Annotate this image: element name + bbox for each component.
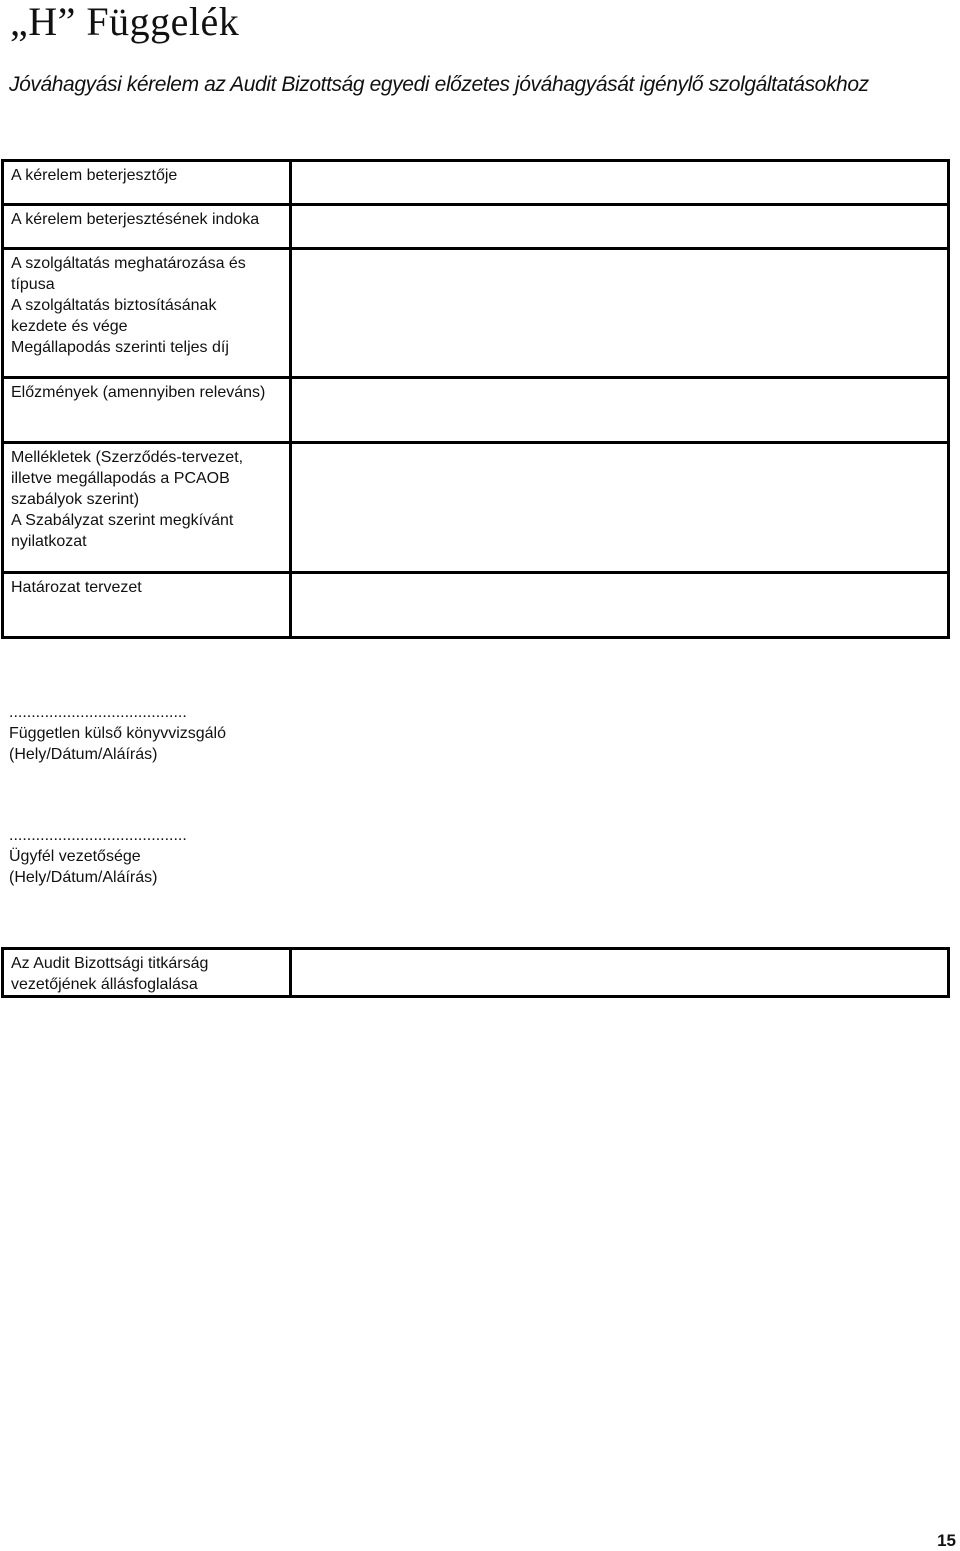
signature-role: Független külső könyvvizsgáló <box>9 725 227 742</box>
table-row <box>3 161 949 205</box>
table-row <box>3 249 949 378</box>
row-label-attachments <box>3 443 291 573</box>
signature-role: Ügyfél vezetősége <box>9 848 141 865</box>
auditor-signature-block <box>9 702 226 765</box>
label-line: vezetőjének állásfoglalása <box>11 976 198 993</box>
label-line: illetve megállapodás a PCAOB <box>11 470 230 487</box>
row-label-background <box>3 378 291 443</box>
row-label-service-details <box>3 249 291 378</box>
appendix-heading: „H” Függelék <box>10 0 240 44</box>
label-line: kezdete és vége <box>11 318 128 335</box>
label-line: Mellékletek (Szerződés-tervezet, <box>11 449 244 466</box>
table-row <box>3 378 949 443</box>
row-label-submitter <box>3 161 291 205</box>
value-cell-reason[interactable] <box>291 205 949 249</box>
value-cell-draft-resolution[interactable] <box>291 573 949 638</box>
secretary-opinion-table <box>1 947 950 998</box>
label-line: Megállapodás szerinti teljes díj <box>11 339 229 356</box>
label-line: A szolgáltatás biztosításának <box>11 297 217 314</box>
table-row <box>3 205 949 249</box>
value-cell-service-details[interactable] <box>291 249 949 378</box>
label-line: A kérelem beterjesztője <box>11 167 178 184</box>
client-management-signature-block <box>9 825 187 888</box>
table-row <box>3 573 949 638</box>
label-line: A kérelem beterjesztésének indoka <box>11 211 260 228</box>
label-line: A Szabályzat szerint megkívánt <box>11 512 234 529</box>
signature-dots: ........................................ <box>9 827 187 844</box>
signature-meta: (Hely/Dátum/Aláírás) <box>9 869 158 886</box>
value-cell-background[interactable] <box>291 378 949 443</box>
table-row <box>3 443 949 573</box>
form-subtitle: Jóváhagyási kérelem az Audit Bizottság egyedi előzetes jóváhagyását igénylő szolgáltatásokhoz <box>9 73 869 96</box>
value-cell-submitter[interactable] <box>291 161 949 205</box>
row-label-secretary-opinion <box>3 949 291 997</box>
row-label-draft-resolution <box>3 573 291 638</box>
signature-meta: (Hely/Dátum/Aláírás) <box>9 746 158 763</box>
label-line: szabályok szerint) <box>11 491 140 508</box>
value-cell-secretary-opinion[interactable] <box>291 949 949 997</box>
label-line: Előzmények (amennyiben releváns) <box>11 384 266 401</box>
signature-dots: ........................................ <box>9 704 187 721</box>
table-row <box>3 949 949 997</box>
request-form-table <box>1 159 950 639</box>
label-line: típusa <box>11 276 55 293</box>
label-line: Az Audit Bizottsági titkárság <box>11 955 209 972</box>
label-line: nyilatkozat <box>11 533 87 550</box>
row-label-reason <box>3 205 291 249</box>
page-number: 15 <box>937 1531 956 1550</box>
value-cell-attachments[interactable] <box>291 443 949 573</box>
label-line: Határozat tervezet <box>11 579 142 596</box>
label-line: A szolgáltatás meghatározása és <box>11 255 246 272</box>
